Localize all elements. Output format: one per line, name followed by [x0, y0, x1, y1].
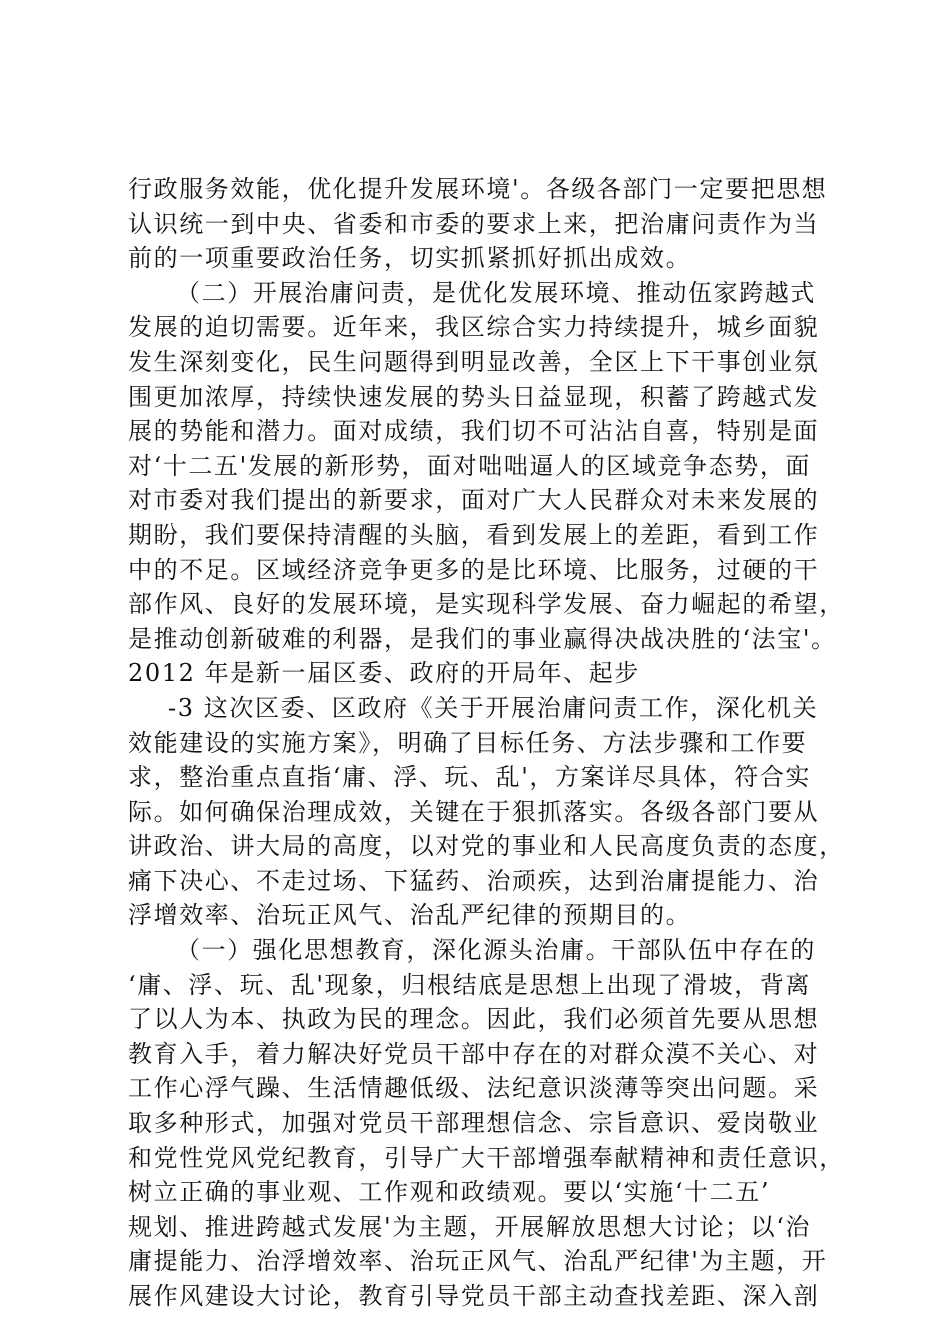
paragraph-start-line: （一）强化思想教育，深化源头治庸。干部队伍中存在的 [176, 936, 816, 965]
paragraph-start-line: -3 这次区委、区政府《关于开展治庸问责工作，深化机关 [168, 693, 819, 722]
text-line: ‘庸、浮、玩、乱'现象，归根结底是思想上出现了滑坡，背离 [128, 970, 812, 999]
text-line: 中的不足。区域经济竞争更多的是比环境、比服务，过硬的干 [128, 555, 820, 584]
text-line: 教育入手，着力解决好党员干部中存在的对群众漠不关心、对 [128, 1039, 820, 1068]
text-line: 部作风、良好的发展环境，是实现科学发展、奋力崛起的希望， [128, 590, 845, 619]
text-line: 发展的迫切需要。近年来，我区综合实力持续提升，城乡面貌 [128, 313, 820, 342]
text-line: 取多种形式，加强对党员干部理想信念、宗旨意识、爱岗敬业 [128, 1109, 820, 1138]
text-line: 对市委对我们提出的新要求，面对广大人民群众对未来发展的 [128, 486, 820, 515]
paragraph-start-line: （二）开展治庸问责，是优化发展环境、推动伍家跨越式 [176, 278, 816, 307]
text-line: 行政服务效能，优化提升发展环境'。各级各部门一定要把思想 [128, 175, 828, 203]
text-line: 和党性党风党纪教育，引导广大干部增强奉献精神和责任意识， [128, 1143, 845, 1172]
text-line: 展的势能和潜力。面对成绩，我们切不可沾沾自喜，特别是面 [128, 417, 820, 446]
text-line: 规划、推进跨越式发展'为主题，开展解放思想大讨论；以‘治 [128, 1212, 812, 1241]
text-line: 树立正确的事业观、工作观和政绩观。要以‘实施‘十二五’ [128, 1178, 771, 1207]
body-text [128, 172, 853, 1314]
text-line: 展作风建设大讨论，教育引导党员干部主动查找差距、深入剖 [128, 1282, 820, 1310]
text-line: 讲政治、讲大局的高度，以对党的事业和人民高度负责的态度， [128, 832, 845, 861]
text-line: 效能建设的实施方案》，明确了目标任务、方法步骤和工作要 [128, 728, 808, 757]
text-line: 2012 年是新一届区委、政府的开局年、起步 [128, 659, 640, 688]
text-line: 对‘十二五'发展的新形势，面对咄咄逼人的区域竞争态势，面 [128, 451, 812, 480]
text-line: 求，整治重点直指‘庸、浮、玩、乱'，方案详尽具体，符合实 [128, 763, 812, 792]
text-line: 认识统一到中央、省委和市委的要求上来，把治庸问责作为当 [128, 209, 820, 238]
text-line: 围更加浓厚，持续快速发展的势头日益显现，积蓄了跨越式发 [128, 382, 820, 411]
text-line: 了以人为本、执政为民的理念。因此，我们必须首先要从思想 [128, 1005, 820, 1034]
text-line: 期盼，我们要保持清醒的头脑，看到发展上的差距，看到工作 [128, 520, 820, 549]
text-line: 前的一项重要政治任务，切实抓紧抓好抓出成效。 [128, 244, 692, 273]
text-line: 际。如何确保治理成效，关键在于狠抓落实。各级各部门要从 [128, 797, 820, 826]
text-line: 工作心浮气躁、生活情趣低级、法纪意识淡薄等突出问题。采 [128, 1074, 820, 1103]
text-line: 发生深刻变化，民生问题得到明显改善，全区上下干事创业氛 [128, 347, 820, 376]
text-line: 痛下决心、不走过场、下猛药、治顽疾，达到治庸提能力、治 [128, 866, 820, 895]
text-line: 浮增效率、治玩正风气、治乱严纪律的预期目的。 [128, 901, 692, 930]
text-line: 庸提能力、治浮增效率、治玩正风气、治乱严纪律'为主题，开 [128, 1247, 828, 1276]
text-line: 是推动创新破难的利器，是我们的事业赢得决战决胜的‘法宝'。 [128, 624, 837, 653]
